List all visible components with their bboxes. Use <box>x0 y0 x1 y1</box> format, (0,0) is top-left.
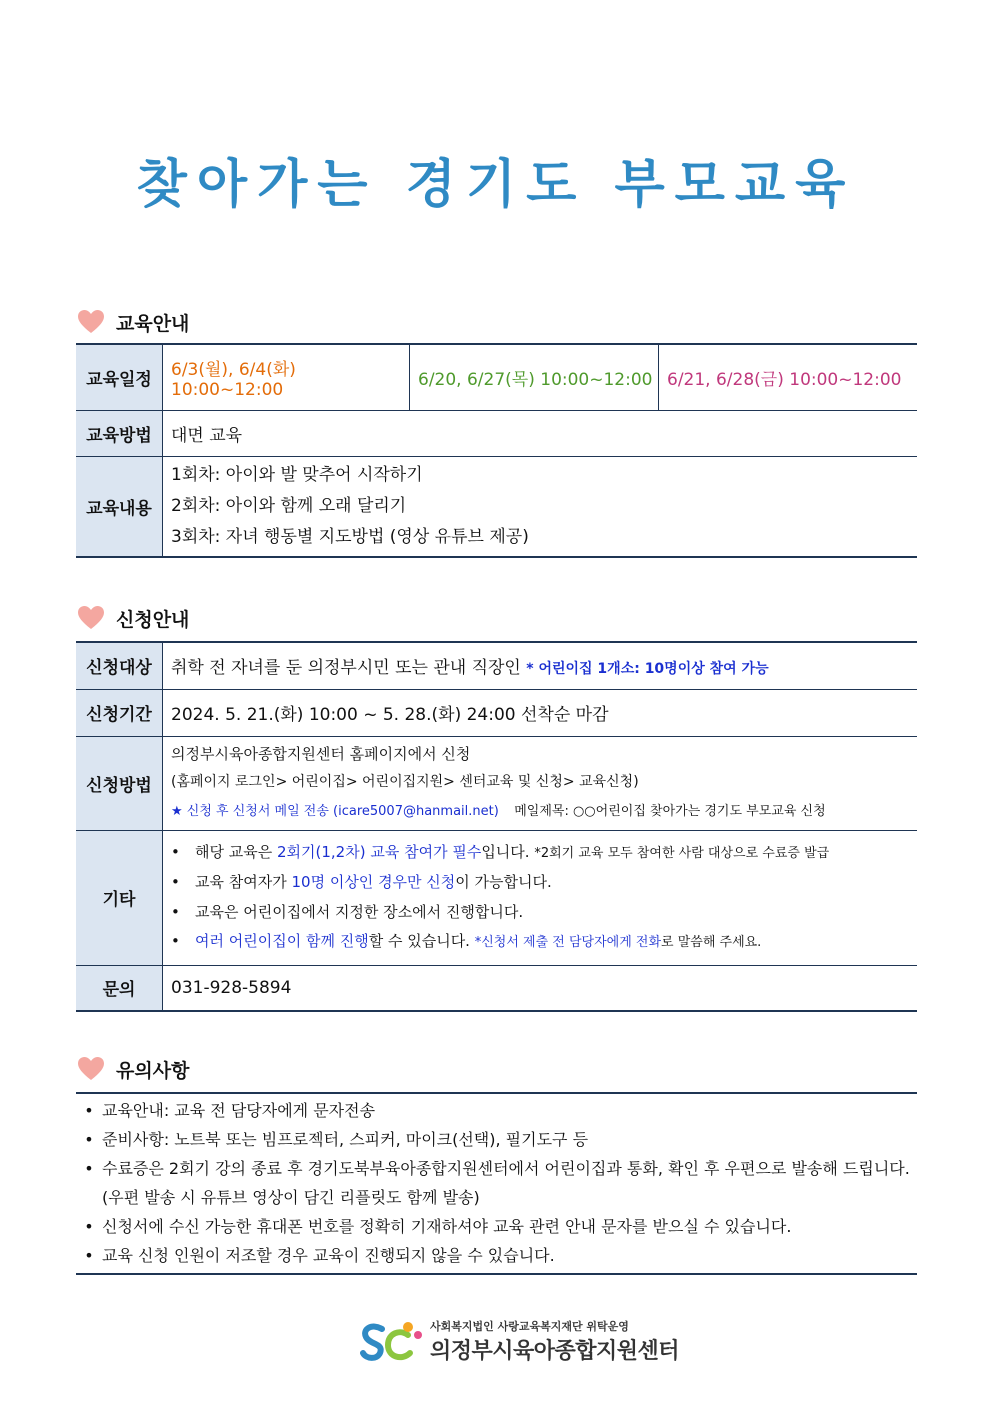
target-row <box>76 642 917 689</box>
section-header-apply <box>78 603 189 633</box>
apply-method-row <box>76 736 917 830</box>
section-header-notes <box>78 1054 189 1084</box>
logo-icon <box>360 1319 424 1365</box>
section-title: 신청안내 <box>116 608 190 631</box>
schedule-row <box>76 344 917 410</box>
heart-icon <box>78 310 104 334</box>
schedule-3: 6/21, 6/28(금) 10:00~12:00 <box>659 344 918 410</box>
page-title: 찾아가는 경기도 부모교육 <box>136 155 856 215</box>
method-line: (홈페이지 로그인> 어린이집> 어린이집지원> 센터교육 및 신청> 교육신청) <box>171 774 639 790</box>
etc-item: • 여러 어린이집이 함께 진행할 수 있습니다. *신청서 제출 전 담당자에게 전화로 말씀해 주세요. <box>171 932 762 950</box>
etc-item: • 교육은 어린이집에서 지정한 장소에서 진행합니다. <box>171 902 524 921</box>
edu-table <box>76 343 917 558</box>
content-item: 3회차: 자녀 행동별 지도방법 (영상 유튜브 제공) <box>171 526 529 547</box>
contact-row <box>76 965 917 1011</box>
content-label: 교육내용 <box>76 456 163 557</box>
apply-method-label: 신청방법 <box>76 736 163 830</box>
method-line <box>171 796 917 826</box>
etc-row <box>76 830 917 965</box>
email-instruction: ★ 신청 후 신청서 메일 전송 (icare5007@hanmail.net) <box>171 804 499 819</box>
list-item: • 수료증은 2회기 강의 종료 후 경기도북부육아종합지원센터에서 어린이집과 통화, 확인 후 우편으로 발송해 드립니다.(우편 발송 시 유튜브 영상이 담긴 리플릿도 함께 발송) <box>84 1159 910 1207</box>
section-header-edu <box>78 307 189 337</box>
email-subject: 메일제목: ○○어린이집 찾아가는 경기도 부모교육 신청 <box>514 804 826 819</box>
period-row <box>76 689 917 736</box>
contact-label: 문의 <box>76 965 163 1011</box>
list-item: • 신청서에 수신 가능한 휴대폰 번호를 정확히 기재하셔야 교육 관련 안내 문자를 받으실 수 있습니다. <box>84 1217 792 1236</box>
logo-text <box>430 1318 679 1365</box>
content-item: 1회차: 아이와 발 맞추어 시작하기 <box>171 464 423 485</box>
period-value: 2024. 5. 21.(화) 10:00 ~ 5. 28.(화) 24:00 선착순 마감 <box>163 689 918 736</box>
target-label: 신청대상 <box>76 642 163 689</box>
method-value: 대면 교육 <box>163 410 918 456</box>
logo-name: 의정부시육아종합지원센터 <box>430 1339 680 1364</box>
content-value <box>163 456 918 557</box>
center-logo <box>360 1318 679 1365</box>
logo-subtitle: 사회복지법인 사랑교육복지재단 위탁운영 <box>430 1320 629 1333</box>
apply-method-value <box>163 736 918 830</box>
notes-list <box>76 1092 917 1275</box>
heart-icon <box>78 1057 104 1081</box>
list-item: • 교육 신청 인원이 저조할 경우 교육이 진행되지 않을 수 있습니다. <box>84 1246 555 1265</box>
etc-item: • 해당 교육은 2회기(1,2차) 교육 참여가 필수입니다. *2회기 교육 모두 참여한 사람 대상으로 수료증 발급 <box>171 842 830 861</box>
content-item: 2회차: 아이와 함께 오래 달리기 <box>171 495 407 516</box>
list-item: • 교육안내: 교육 전 담당자에게 문자전송 <box>84 1101 376 1120</box>
etc-item: • 교육 참여자가 10명 이상인 경우만 신청이 가능합니다. <box>171 873 552 891</box>
etc-label: 기타 <box>76 830 163 965</box>
section-title: 유의사항 <box>116 1059 190 1082</box>
apply-table <box>76 641 917 1012</box>
section-title: 교육안내 <box>116 312 190 335</box>
content-row <box>76 456 917 557</box>
schedule-1: 6/3(월), 6/4(화) 10:00~12:00 <box>163 344 410 410</box>
etc-value <box>163 830 918 965</box>
target-text: 취학 전 자녀를 둔 의정부시민 또는 관내 직장인 <box>171 658 521 679</box>
period-label: 신청기간 <box>76 689 163 736</box>
target-value <box>163 642 918 689</box>
method-row <box>76 410 917 456</box>
list-item: • 준비사항: 노트북 또는 빔프로젝터, 스피커, 마이크(선택), 필기도구 등 <box>84 1130 589 1149</box>
method-label: 교육방법 <box>76 410 163 456</box>
method-line: 의정부시육아종합지원센터 홈페이지에서 신청 <box>171 745 471 763</box>
target-note: * 어린이집 1개소: 10명이상 참여 가능 <box>526 661 769 678</box>
schedule-label: 교육일정 <box>76 344 163 410</box>
heart-icon <box>78 606 104 630</box>
contact-value: 031-928-5894 <box>163 965 918 1011</box>
schedule-2: 6/20, 6/27(목) 10:00~12:00 <box>410 344 659 410</box>
